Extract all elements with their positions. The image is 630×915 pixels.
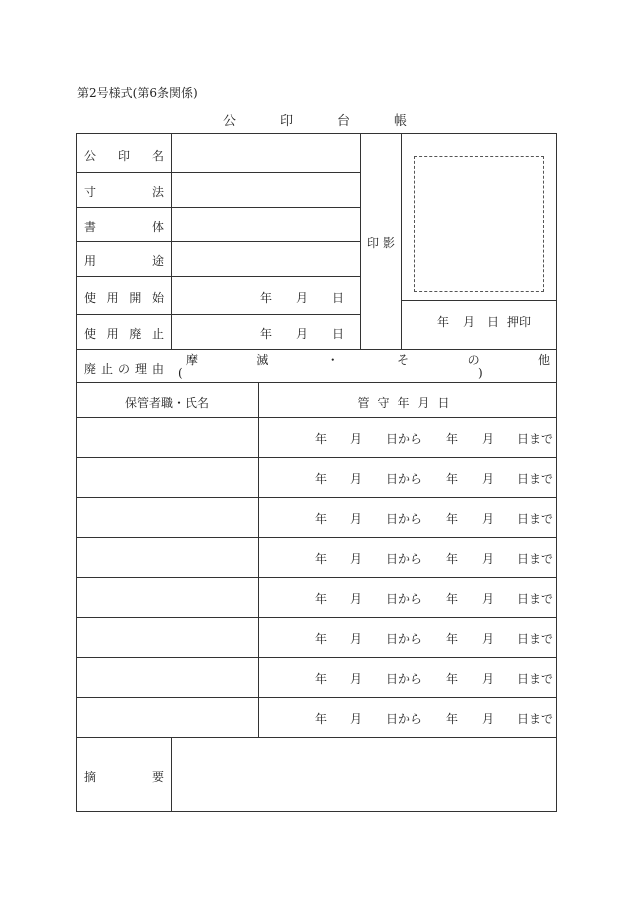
size-field[interactable] — [172, 173, 359, 206]
impression-stamp-area[interactable] — [414, 156, 544, 292]
seal-date-field[interactable]: 年 月 日 押印 — [437, 315, 532, 329]
page-title: 公印台帳 — [222, 114, 451, 129]
reason-options[interactable]: 摩 滅 ・ そ の 他 — [186, 353, 550, 367]
label-abolish-reason: 廃 止 の 理 由 — [84, 362, 164, 376]
label-font: 書 体 — [84, 220, 164, 234]
custody-period-field[interactable]: 年 月 日から 年 月 日まで — [315, 632, 554, 646]
custody-period-header: 管守年月日 — [357, 396, 458, 410]
label-seal-name: 公 印 名 — [84, 149, 164, 163]
label-size: 寸 法 — [84, 185, 164, 199]
use-end-date-field[interactable]: 年 月 日 — [260, 327, 345, 341]
use-start-date-field[interactable]: 年 月 日 — [260, 291, 345, 305]
label-use-start: 使 用 開 始 — [84, 291, 164, 305]
custody-period-field[interactable]: 年 月 日から 年 月 日まで — [315, 672, 554, 686]
label-remarks: 摘 要 — [84, 770, 164, 784]
custodian-header: 保管者職・氏名 — [124, 396, 209, 410]
custody-period-field[interactable]: 年 月 日から 年 月 日まで — [315, 552, 554, 566]
font-field[interactable] — [172, 208, 359, 240]
custody-period-field[interactable]: 年 月 日から 年 月 日まで — [315, 712, 554, 726]
label-use: 用 途 — [84, 254, 164, 268]
impression-label: 印影 — [367, 236, 400, 250]
custody-period-field[interactable]: 年 月 日から 年 月 日まで — [315, 472, 554, 486]
form-number: 第2号様式(第6条関係) — [77, 86, 198, 100]
seal-name-field[interactable] — [172, 134, 359, 171]
custody-period-field[interactable]: 年 月 日から 年 月 日まで — [315, 512, 554, 526]
remarks-field[interactable] — [172, 739, 556, 811]
custody-period-field[interactable]: 年 月 日から 年 月 日まで — [315, 432, 554, 446]
custody-period-field[interactable]: 年 月 日から 年 月 日まで — [315, 592, 554, 606]
use-field[interactable] — [172, 242, 359, 275]
label-use-end: 使 用 廃 止 — [84, 327, 164, 341]
